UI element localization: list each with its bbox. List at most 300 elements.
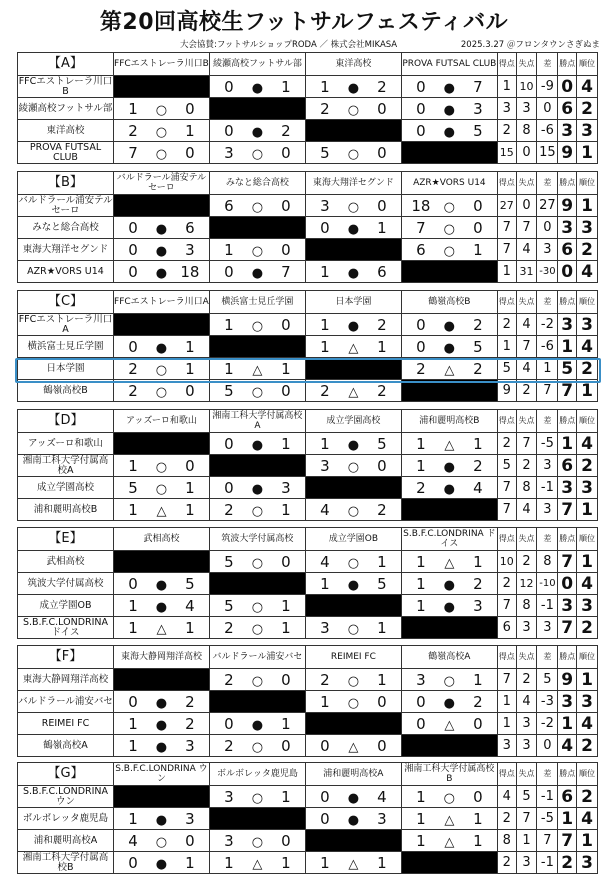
column-team-label: FFCエストレーラ川口B: [113, 53, 209, 76]
match-result: [113, 217, 209, 239]
stat-header: 順位: [577, 646, 598, 669]
result-mark: ●: [155, 265, 168, 281]
result-mark: ○: [251, 673, 264, 689]
match-result: [401, 239, 497, 261]
rank: 2: [577, 98, 598, 120]
match-result: [209, 76, 305, 98]
score-home: 2: [128, 381, 138, 400]
match-result: [305, 573, 401, 595]
rank: 1: [577, 551, 598, 573]
result-mark: △: [444, 812, 455, 828]
score-away: 1: [377, 618, 387, 637]
score-home: 1: [416, 552, 426, 571]
team-name: バルドラール浦安テルセーロ: [18, 194, 113, 216]
group-name: 【A】: [18, 53, 114, 76]
score-home: 0: [128, 574, 138, 593]
goals-against: 8: [516, 477, 537, 499]
match-result: [113, 477, 209, 499]
score-away: 2: [473, 315, 483, 334]
match-result: [305, 551, 401, 573]
team-row: [18, 669, 598, 691]
match-result: [113, 142, 209, 164]
self-match-cell: [209, 691, 305, 713]
match-result: [305, 142, 401, 164]
result-mark: ●: [347, 577, 360, 593]
group-table: [17, 52, 598, 164]
goals-against: 0: [516, 142, 537, 164]
score-home: 3: [224, 787, 234, 806]
rank: 4: [577, 713, 598, 735]
goal-diff: 0: [537, 735, 558, 757]
result-mark: ●: [443, 318, 456, 334]
result-mark: ○: [155, 102, 168, 118]
score-home: 0: [224, 121, 234, 140]
result-mark: ●: [347, 437, 360, 453]
points: 1: [558, 336, 577, 358]
score-home: 5: [320, 143, 330, 162]
goals-for: 1: [497, 336, 516, 358]
points: 7: [558, 830, 577, 852]
stat-header: 差: [537, 53, 558, 76]
score-away: 1: [473, 670, 483, 689]
goals-against: 7: [516, 336, 537, 358]
result-mark: ●: [155, 717, 168, 733]
result-mark: ○: [251, 503, 264, 519]
result-mark: ●: [443, 695, 456, 711]
stat-header: 失点: [516, 291, 537, 314]
goals-for: 6: [497, 617, 516, 639]
team-row: [18, 786, 598, 808]
column-team-label: 綾瀬高校フットサル部: [209, 53, 305, 76]
match-result: [209, 617, 305, 639]
team-name: 浦和麗明高校B: [18, 499, 114, 521]
score-away: 3: [377, 809, 387, 828]
score-away: 5: [377, 434, 387, 453]
group-table: [17, 527, 598, 639]
rank: 2: [577, 617, 598, 639]
rank: 3: [577, 477, 598, 499]
self-match-cell: [401, 380, 497, 402]
stat-header: 得点: [497, 53, 516, 76]
goals-against: 0: [516, 195, 537, 217]
self-match-cell: [305, 120, 401, 142]
page-title: 第20回高校生フットサルフェスティバル: [8, 3, 600, 37]
match-result: [209, 195, 305, 217]
score-home: 1: [224, 359, 234, 378]
match-result: [305, 808, 401, 830]
result-mark: ○: [155, 362, 168, 378]
score-away: 0: [377, 196, 387, 215]
group-name: 【D】: [18, 410, 114, 433]
result-mark: ○: [155, 146, 168, 162]
goals-for: 7: [497, 239, 516, 261]
match-result: [305, 98, 401, 120]
score-away: 4: [473, 478, 483, 497]
team-row: [18, 455, 598, 477]
score-away: 2: [185, 692, 195, 711]
match-result: [401, 808, 497, 830]
stat-header: 差: [537, 410, 558, 433]
rank: 1: [577, 195, 598, 217]
stat-header: 勝点: [558, 410, 577, 433]
score-away: 0: [473, 218, 483, 237]
goals-against: 1: [516, 830, 537, 852]
team-row: [18, 239, 598, 261]
match-result: [209, 830, 305, 852]
team-row: [18, 76, 598, 98]
score-home: 0: [416, 337, 426, 356]
score-away: 2: [377, 77, 387, 96]
result-mark: ●: [155, 695, 168, 711]
score-away: 1: [473, 240, 483, 259]
score-home: 4: [128, 831, 138, 850]
score-away: 1: [281, 500, 291, 519]
stat-header: 差: [537, 528, 558, 551]
goals-for: 2: [497, 808, 516, 830]
score-away: 1: [185, 121, 195, 140]
match-result: [305, 617, 401, 639]
score-away: 2: [185, 714, 195, 733]
score-away: 4: [377, 787, 387, 806]
stat-header: 順位: [577, 410, 598, 433]
result-mark: ○: [443, 199, 456, 215]
points: 1: [558, 808, 577, 830]
match-result: [305, 669, 401, 691]
column-team-label: 成立学園高校: [305, 410, 401, 433]
goals-for: 27: [497, 195, 516, 217]
result-mark: ○: [155, 459, 168, 475]
stat-header: 得点: [497, 763, 516, 786]
score-home: 0: [320, 787, 330, 806]
goals-against: 2: [516, 380, 537, 402]
stat-header: 順位: [577, 291, 598, 314]
match-result: [305, 336, 401, 358]
score-away: 0: [185, 99, 195, 118]
team-name: AZR★VORS U14: [18, 261, 114, 283]
goal-diff: -5: [537, 808, 558, 830]
team-name: PROVA FUTSAL CLUB: [18, 142, 114, 164]
score-away: 3: [281, 478, 291, 497]
match-result: [305, 499, 401, 521]
rank: 3: [577, 120, 598, 142]
result-mark: ●: [347, 80, 360, 96]
score-away: 4: [185, 596, 195, 615]
stat-header: 勝点: [558, 763, 577, 786]
score-away: 3: [185, 809, 195, 828]
match-result: [401, 573, 497, 595]
score-away: 2: [377, 500, 387, 519]
goals-for: 9: [497, 380, 516, 402]
goals-against: 12: [516, 573, 537, 595]
self-match-cell: [113, 786, 209, 808]
match-result: [209, 120, 305, 142]
points: 5: [558, 358, 577, 380]
column-team-label: バルドラール浦安テルセーロ: [113, 172, 209, 195]
team-name: 鶴嶺高校B: [18, 380, 114, 402]
score-home: 2: [416, 478, 426, 497]
result-mark: △: [348, 856, 359, 872]
stat-header: 差: [537, 172, 558, 195]
team-row: [18, 195, 598, 217]
result-mark: ○: [155, 384, 168, 400]
result-mark: △: [156, 503, 167, 519]
goals-against: 2: [516, 669, 537, 691]
column-team-label: バルドラール浦安バセ: [209, 646, 305, 669]
score-away: 0: [377, 456, 387, 475]
rank: 1: [577, 669, 598, 691]
score-away: 0: [281, 196, 291, 215]
score-home: 3: [320, 196, 330, 215]
rank: 3: [577, 595, 598, 617]
self-match-cell: [401, 852, 497, 874]
team-row: [18, 808, 598, 830]
score-away: 0: [281, 240, 291, 259]
points: 7: [558, 617, 577, 639]
match-result: [209, 595, 305, 617]
score-home: 0: [224, 714, 234, 733]
score-away: 1: [377, 337, 387, 356]
score-away: 5: [473, 337, 483, 356]
match-result: [401, 455, 497, 477]
score-home: 2: [320, 381, 330, 400]
stat-header: 得点: [497, 410, 516, 433]
match-result: [305, 455, 401, 477]
score-home: 1: [320, 77, 330, 96]
score-home: 1: [416, 456, 426, 475]
score-home: 5: [128, 478, 138, 497]
score-away: 0: [281, 670, 291, 689]
score-away: 2: [377, 315, 387, 334]
result-mark: ●: [251, 717, 264, 733]
self-match-cell: [305, 477, 401, 499]
score-home: 6: [224, 196, 234, 215]
team-name: 綾瀬高校フットサル部: [18, 98, 114, 120]
match-result: [305, 217, 401, 239]
column-team-label: みなと総合高校: [209, 172, 305, 195]
score-away: 7: [281, 262, 291, 281]
result-mark: ●: [443, 102, 456, 118]
rank: 4: [577, 76, 598, 98]
result-mark: ●: [251, 265, 264, 281]
stat-header: 失点: [516, 53, 537, 76]
match-result: [401, 477, 497, 499]
score-home: 0: [128, 240, 138, 259]
match-result: [305, 314, 401, 336]
score-home: 1: [320, 853, 330, 872]
goal-diff: -10: [537, 573, 558, 595]
result-mark: △: [252, 856, 263, 872]
column-team-label: 浦和麗明高校B: [401, 410, 497, 433]
goals-for: 1: [497, 261, 516, 283]
rank: 2: [577, 735, 598, 757]
score-home: 1: [416, 434, 426, 453]
match-result: [113, 830, 209, 852]
goal-diff: 1: [537, 358, 558, 380]
score-home: 1: [320, 574, 330, 593]
team-row: [18, 735, 598, 757]
goal-diff: -3: [537, 691, 558, 713]
column-team-label: 東海大静岡翔洋高校: [113, 646, 209, 669]
match-result: [305, 433, 401, 455]
score-home: 5: [224, 381, 234, 400]
goal-diff: 3: [537, 239, 558, 261]
goal-diff: 8: [537, 551, 558, 573]
score-away: 0: [281, 736, 291, 755]
self-match-cell: [305, 595, 401, 617]
goals-for: 2: [497, 852, 516, 874]
rank: 1: [577, 142, 598, 164]
score-home: 1: [320, 692, 330, 711]
match-result: [113, 261, 209, 283]
score-home: 0: [128, 262, 138, 281]
self-match-cell: [209, 573, 305, 595]
result-mark: ●: [155, 577, 168, 593]
stat-header: 順位: [577, 528, 598, 551]
score-home: 1: [320, 315, 330, 334]
goals-for: 5: [497, 358, 516, 380]
column-team-label: 東洋高校: [305, 53, 401, 76]
column-team-label: 横浜富士見丘学園: [209, 291, 305, 314]
result-mark: ○: [251, 318, 264, 334]
score-home: 0: [128, 337, 138, 356]
stat-header: 得点: [497, 646, 516, 669]
match-result: [401, 595, 497, 617]
result-mark: ○: [347, 503, 360, 519]
match-result: [209, 735, 305, 757]
goals-for: 5: [497, 455, 516, 477]
goals-for: 1: [497, 691, 516, 713]
score-away: 2: [473, 456, 483, 475]
result-mark: ●: [155, 221, 168, 237]
result-mark: △: [348, 340, 359, 356]
team-name: ボルボレッタ鹿児島: [18, 808, 114, 830]
team-name: 湘南工科大学付属高校B: [18, 852, 114, 874]
points: 3: [558, 120, 577, 142]
result-mark: ●: [443, 124, 456, 140]
stat-header: 順位: [577, 172, 598, 195]
column-team-label: 湘南工科大学付属高校B: [401, 763, 497, 786]
column-team-label: S.B.F.C.LONDRINA ドイス: [403, 529, 496, 549]
column-team-label: 筑波大学付属高校: [209, 528, 305, 551]
match-result: [209, 499, 305, 521]
column-team-label: 日本学園: [305, 291, 401, 314]
goals-against: 4: [516, 314, 537, 336]
goals-for: 4: [497, 786, 516, 808]
team-name: 東海大翔洋セグンド: [18, 239, 114, 261]
stat-header: 失点: [516, 646, 537, 669]
goal-diff: 7: [537, 830, 558, 852]
goal-diff: 5: [537, 669, 558, 691]
stat-header: 得点: [497, 172, 516, 195]
result-mark: ○: [347, 102, 360, 118]
score-away: 1: [473, 552, 483, 571]
result-mark: ○: [347, 459, 360, 475]
result-mark: △: [444, 362, 455, 378]
score-away: 5: [185, 574, 195, 593]
points: 3: [558, 691, 577, 713]
rank: 3: [577, 217, 598, 239]
self-match-cell: [209, 808, 305, 830]
score-home: 1: [224, 240, 234, 259]
score-home: 0: [416, 77, 426, 96]
goals-for: 1: [497, 713, 516, 735]
score-home: 0: [128, 692, 138, 711]
score-away: 0: [281, 143, 291, 162]
result-mark: ●: [443, 80, 456, 96]
result-mark: ●: [155, 739, 168, 755]
score-away: 1: [377, 853, 387, 872]
rank: 4: [577, 808, 598, 830]
result-mark: △: [444, 437, 455, 453]
match-result: [113, 852, 209, 874]
column-team-label: 成立学園OB: [305, 528, 401, 551]
score-away: 7: [473, 77, 483, 96]
goal-diff: -1: [537, 595, 558, 617]
result-mark: ○: [347, 673, 360, 689]
score-home: 2: [224, 500, 234, 519]
result-mark: ●: [155, 856, 168, 872]
match-result: [209, 551, 305, 573]
goals-against: 5: [516, 786, 537, 808]
team-row: [18, 314, 598, 336]
match-result: [113, 120, 209, 142]
team-row: [18, 142, 598, 164]
self-match-cell: [401, 499, 497, 521]
score-away: 1: [185, 337, 195, 356]
stat-header: 得点: [497, 291, 516, 314]
result-mark: △: [348, 384, 359, 400]
goal-diff: -1: [537, 852, 558, 874]
score-home: 0: [320, 218, 330, 237]
result-mark: ○: [443, 790, 456, 806]
goals-against: 4: [516, 239, 537, 261]
goals-against: 8: [516, 120, 537, 142]
score-home: 0: [416, 99, 426, 118]
goal-diff: -5: [537, 433, 558, 455]
score-home: 1: [416, 574, 426, 593]
stat-header: 勝点: [558, 53, 577, 76]
score-away: 2: [473, 574, 483, 593]
team-row: [18, 261, 598, 283]
result-mark: ●: [251, 437, 264, 453]
score-home: 2: [224, 670, 234, 689]
team-row: [18, 380, 598, 402]
stat-header: 勝点: [558, 528, 577, 551]
points: 1: [558, 433, 577, 455]
result-mark: △: [444, 717, 455, 733]
score-away: 0: [281, 831, 291, 850]
score-away: 1: [281, 596, 291, 615]
goals-against: 2: [516, 455, 537, 477]
match-result: [209, 433, 305, 455]
stat-header: 差: [537, 646, 558, 669]
result-mark: ○: [443, 221, 456, 237]
goals-for: 7: [497, 595, 516, 617]
self-match-cell: [305, 358, 401, 380]
result-mark: ○: [251, 790, 264, 806]
goal-diff: -6: [537, 336, 558, 358]
match-result: [209, 358, 305, 380]
team-row: [18, 217, 598, 239]
match-result: [401, 551, 497, 573]
score-home: 3: [416, 670, 426, 689]
score-away: 1: [281, 434, 291, 453]
self-match-cell: [113, 195, 209, 217]
points: 0: [558, 573, 577, 595]
goals-against: 4: [516, 358, 537, 380]
team-name: 浦和麗明高校A: [18, 830, 114, 852]
result-mark: ○: [347, 199, 360, 215]
